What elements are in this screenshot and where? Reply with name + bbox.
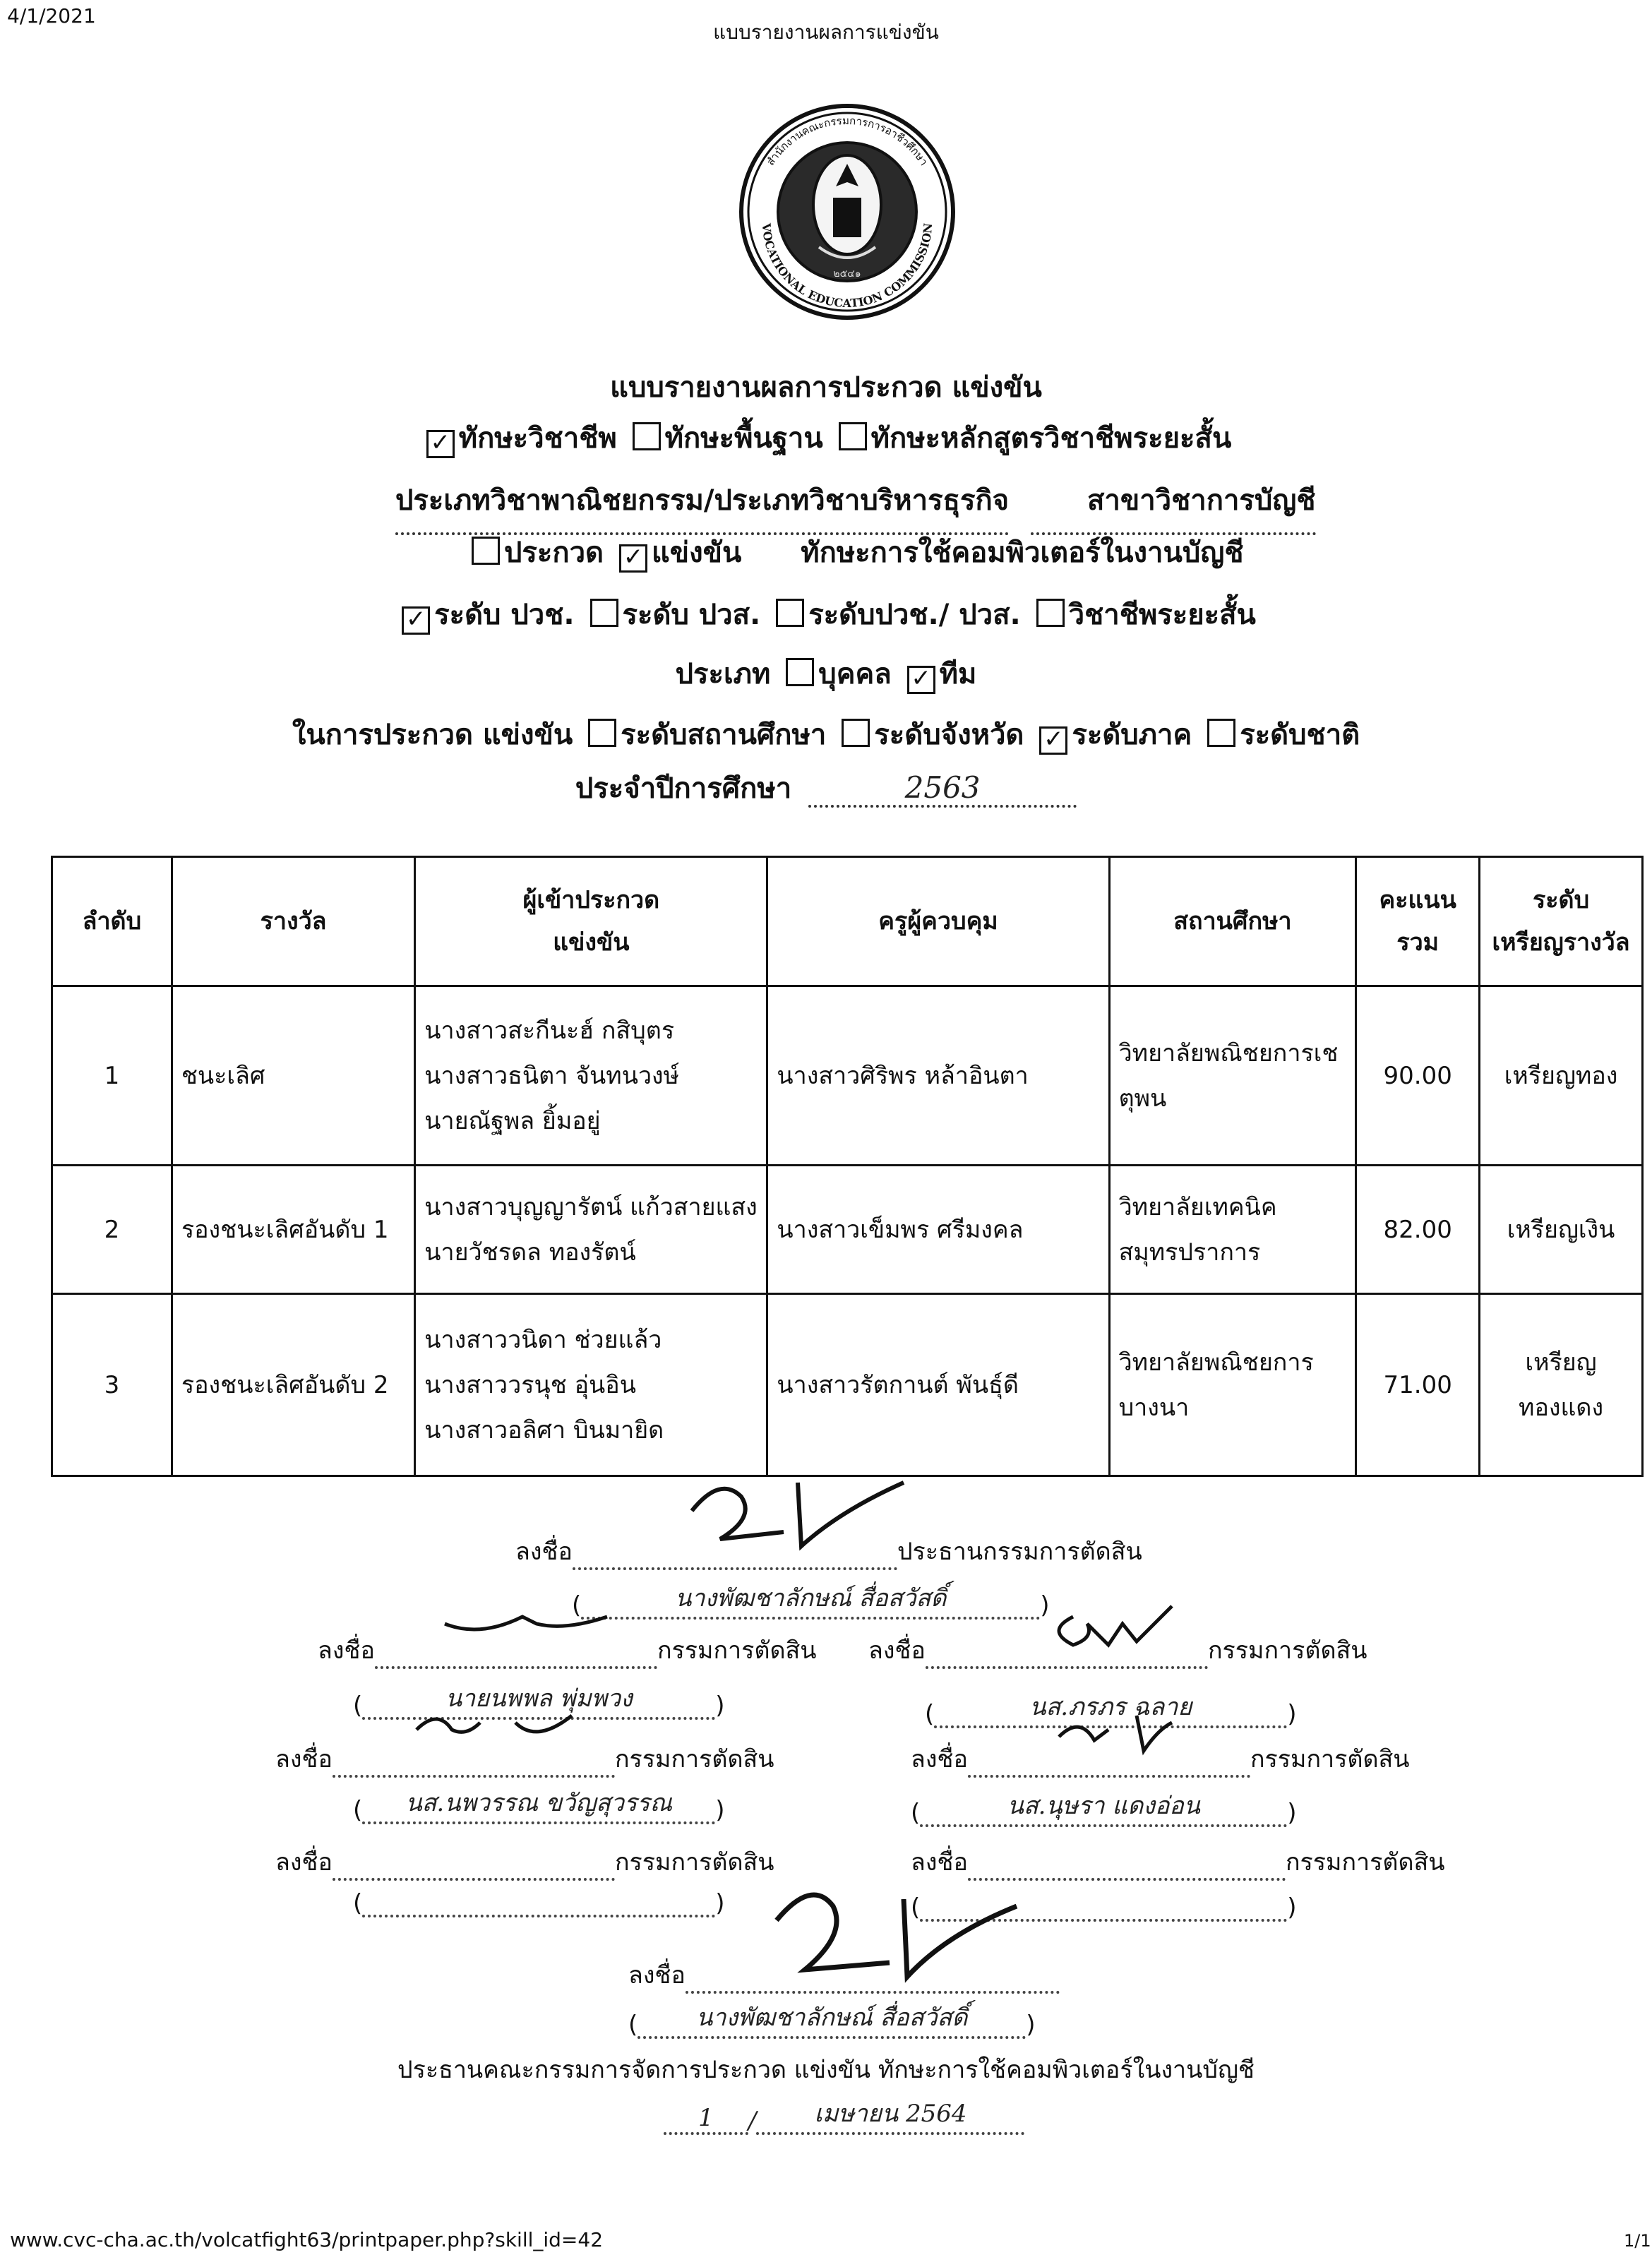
- judge-role: กรรมการตัดสิน: [1285, 1848, 1445, 1877]
- sign-label: ลงชื่อ: [868, 1636, 926, 1665]
- print-title: แบบรายงานผลการแข่งขัน: [713, 20, 939, 44]
- judge-4-name-line: ( นส.นุษรา แดงอ่อน ): [911, 1786, 1297, 1827]
- field-value: สาขาวิชาการบัญชี: [1031, 477, 1316, 535]
- judge-role: กรรมการตัดสิน: [1250, 1745, 1410, 1773]
- header-no: ลำดับ: [52, 857, 172, 986]
- contest-option-province[interactable]: [836, 719, 1024, 751]
- participant-name: นายณัฐพล ยิ้มอยู่: [424, 1106, 601, 1135]
- medal-line: ทองแดง: [1519, 1393, 1604, 1422]
- checkbox-empty-icon[interactable]: [786, 658, 814, 686]
- table-row: [52, 1294, 1643, 1476]
- table-row: [52, 986, 1643, 1166]
- judge-role: กรรมการตัดสิน: [657, 1636, 817, 1665]
- checkbox-empty-icon[interactable]: [472, 537, 500, 565]
- type-option-individual[interactable]: [780, 658, 891, 690]
- checkbox-empty-icon[interactable]: [588, 719, 616, 747]
- medal-line: เหรียญ: [1525, 1348, 1597, 1377]
- row-no: 2: [52, 1166, 172, 1294]
- header-participants-line1: ผู้เข้าประกวด: [522, 886, 660, 914]
- header-participants-line2: แข่งขัน: [553, 928, 630, 957]
- committee-chair-sign-line: [628, 1956, 1060, 1994]
- checkbox-empty-icon[interactable]: [842, 719, 870, 747]
- school-line: วิทยาลัยเทคนิค: [1118, 1192, 1277, 1221]
- contest-option-label: ระดับชาติ: [1240, 719, 1360, 751]
- participant-name: นางสาวบุญญารัตน์ แก้วสายแสง: [424, 1192, 758, 1221]
- checkbox-checked-icon[interactable]: ✓: [1039, 726, 1067, 755]
- checkbox-empty-icon[interactable]: [590, 599, 618, 627]
- judge-1-sign-line: [318, 1631, 817, 1669]
- sign-label: ลงชื่อ: [628, 1961, 686, 1989]
- judge-6-sign-line: [911, 1843, 1445, 1881]
- category-value: ประเภทวิชาพาณิชยกรรม/ประเภทวิชาบริหารธุรกิจ: [395, 477, 1009, 535]
- level-option-short[interactable]: [1031, 599, 1256, 631]
- judge-name: นส.นุษรา แดงอ่อน: [920, 1786, 1287, 1827]
- row-participants: [415, 1166, 767, 1294]
- sign-label: ลงชื่อ: [318, 1636, 375, 1665]
- skill-name: ทักษะการใช้คอมพิวเตอร์ในงานบัญชี: [801, 537, 1244, 569]
- checkbox-empty-icon[interactable]: [839, 422, 867, 450]
- row-school: [1109, 1166, 1356, 1294]
- skill-option-short-course[interactable]: [833, 422, 1232, 455]
- judge-name: นส.นพวรรณ ขวัญสุวรรณ: [362, 1783, 715, 1824]
- judge-name: [362, 1915, 715, 1917]
- header-school: สถานศึกษา: [1109, 857, 1356, 986]
- participant-name: นางสาวสะกีนะฮ์ กสิบุตร: [424, 1016, 675, 1045]
- checkbox-checked-icon[interactable]: ✓: [426, 430, 455, 458]
- contest-option-school[interactable]: [582, 719, 826, 751]
- checkbox-empty-icon[interactable]: [1036, 599, 1065, 627]
- judge-role: กรรมการตัดสิน: [1207, 1636, 1367, 1665]
- row-teacher: นางสาวเข็มพร ศรีมงคล: [767, 1166, 1109, 1294]
- judge-name: นายนพพล พุ่มพวง: [362, 1679, 715, 1720]
- judge-5-name-line: ( ): [353, 1889, 725, 1917]
- seal-text-thai: สำนักงานคณะกรรมการการอาชีวศึกษา: [764, 114, 930, 168]
- header-teachers: ครูผู้ควบคุม: [767, 857, 1109, 986]
- row-teacher: นางสาวศิริพร หล้าอินตา: [767, 986, 1109, 1166]
- sign-date-line: 1 / เมษายน 2564: [664, 2094, 1024, 2135]
- contest-option-label: ระดับสถานศึกษา: [621, 719, 827, 751]
- type-row: [0, 651, 1652, 696]
- type-label: ประเภท: [675, 658, 771, 690]
- level-option-label: ระดับ ปวส.: [622, 599, 761, 631]
- judge-4-sign-line: [911, 1740, 1410, 1778]
- sign-date-day: 1: [664, 2104, 748, 2135]
- checkbox-empty-icon[interactable]: [776, 599, 804, 627]
- row-medal: [1480, 986, 1643, 1166]
- print-date: 4/1/2021: [7, 4, 96, 28]
- level-option-high-vocational[interactable]: [585, 599, 761, 631]
- school-line: วิทยาลัยพณิชยการ: [1118, 1348, 1314, 1377]
- committee-chair-name-line: ( นางพัฒชาลักษณ์ สื่อสวัสดิ์ ): [628, 1998, 1036, 2039]
- participant-name: นางสาววรนุช อุ่นอิน: [424, 1370, 636, 1399]
- row-participants: [415, 1294, 767, 1476]
- judge-3-name-line: ( นส.นพวรรณ ขวัญสุวรรณ ): [353, 1783, 725, 1824]
- row-score: 90.00: [1356, 986, 1480, 1166]
- sign-label: ลงชื่อ: [275, 1848, 333, 1877]
- level-option-label: ระดับ ปวช.: [434, 599, 575, 631]
- form-heading: แบบรายงานผลการประกวด แข่งขัน: [610, 371, 1042, 404]
- row-school: [1109, 986, 1356, 1166]
- participant-name: นางสาววนิดา ช่วยแล้ว: [424, 1325, 662, 1354]
- sign-label: ลงชื่อ: [515, 1538, 573, 1566]
- type-option-label: ทีม: [939, 658, 977, 690]
- skill-option-label: ทักษะวิชาชีพ: [458, 422, 617, 455]
- judge-6-name-line: ( ): [911, 1893, 1297, 1922]
- page-number: 1/1: [1624, 2231, 1651, 2251]
- row-award: รองชนะเลิศอันดับ 2: [172, 1294, 414, 1476]
- committee-role: ประธานคณะกรรมการจัดการประกวด แข่งขัน ทักษะการใช้คอมพิวเตอร์ในงานบัญชี: [397, 2056, 1255, 2084]
- level-options-row: [0, 592, 1652, 637]
- chair-name-line: ( นางพัฒชาลักษณ์ สื่อสวัสดิ์ ): [572, 1579, 1050, 1620]
- row-no: 1: [52, 986, 172, 1166]
- judge-role: กรรมการตัดสิน: [614, 1745, 774, 1773]
- judge-5-sign-line: [275, 1843, 774, 1881]
- skill-option-basic[interactable]: [627, 422, 823, 455]
- header-medal: [1480, 857, 1643, 986]
- seal-emblem-icon: [734, 99, 960, 325]
- row-medal: [1480, 1166, 1643, 1294]
- checkbox-checked-icon[interactable]: ✓: [907, 666, 935, 694]
- checkbox-empty-icon[interactable]: [633, 422, 661, 450]
- mode-row: [466, 529, 1355, 575]
- row-award: รองชนะเลิศอันดับ 1: [172, 1166, 414, 1294]
- committee-chair-name: นางพัฒชาลักษณ์ สื่อสวัสดิ์: [638, 1998, 1026, 2039]
- level-option-label: ระดับปวช./ ปวส.: [808, 599, 1021, 631]
- level-option-both[interactable]: [770, 599, 1021, 631]
- row-school: [1109, 1294, 1356, 1476]
- row-medal: [1480, 1294, 1643, 1476]
- sign-label: ลงชื่อ: [911, 1745, 968, 1773]
- header-score-line1: คะแนน: [1379, 886, 1456, 914]
- medal-line: เหรียญเงิน: [1507, 1215, 1615, 1244]
- checkbox-empty-icon[interactable]: [1207, 719, 1235, 747]
- school-line: วิทยาลัยพณิชยการเช: [1118, 1039, 1339, 1067]
- page-url: www.cvc-cha.ac.th/volcatfight63/printpaper.php?skill_id=42: [10, 2228, 604, 2251]
- type-option-label: บุคคล: [818, 658, 892, 690]
- contest-option-label: ระดับภาค: [1072, 719, 1192, 751]
- checkbox-checked-icon[interactable]: ✓: [619, 544, 647, 573]
- mode-option-contest[interactable]: [466, 537, 604, 569]
- sign-label: ลงชื่อ: [911, 1848, 968, 1877]
- school-line: บางนา: [1118, 1393, 1190, 1422]
- level-option-vocational[interactable]: [396, 599, 574, 631]
- mode-option-label: แข่งขัน: [651, 537, 742, 569]
- judge-3-sign-line: [275, 1740, 774, 1778]
- contest-option-national[interactable]: [1202, 719, 1360, 751]
- contest-option-region[interactable]: [1034, 719, 1192, 751]
- academic-year-value: 2563: [904, 770, 981, 805]
- skill-options-row: [0, 415, 1652, 460]
- row-score: 71.00: [1356, 1294, 1480, 1476]
- header-medal-line2: เหรียญรางวัล: [1492, 928, 1630, 957]
- chair-role: ประธานกรรมการตัดสิน: [897, 1538, 1142, 1566]
- mode-option-label: ประกวด: [504, 537, 604, 569]
- judge-2-sign-line: [868, 1631, 1367, 1669]
- sign-date-month-year: เมษายน 2564: [756, 2094, 1024, 2135]
- sign-label: ลงชื่อ: [275, 1745, 333, 1773]
- academic-year-row: [0, 765, 1652, 810]
- seal-text: VOCATIONAL EDUCATION COMMISSION: [759, 222, 935, 311]
- level-option-label: วิชาชีพระยะสั้น: [1068, 599, 1256, 631]
- svg-text:๒๕๔๑: ๒๕๔๑: [833, 268, 861, 280]
- row-award: ชนะเลิศ: [172, 986, 414, 1166]
- judge-role: กรรมการตัดสิน: [614, 1848, 774, 1877]
- type-option-team[interactable]: [902, 658, 977, 693]
- row-no: 3: [52, 1294, 172, 1476]
- table-header-row: [52, 857, 1643, 986]
- contest-prefix: ในการประกวด แข่งขัน: [292, 719, 573, 751]
- checkbox-checked-icon[interactable]: ✓: [402, 606, 430, 635]
- header-participants: [415, 857, 767, 986]
- medal-line: เหรียญทอง: [1504, 1061, 1618, 1090]
- participant-name: นางสาวอลิศา บินมายิด: [424, 1416, 664, 1444]
- academic-year-label: ประจำปีการศึกษา: [575, 772, 792, 805]
- header-score-line2: รวม: [1396, 928, 1439, 957]
- skill-option-professional[interactable]: [421, 422, 617, 455]
- table-row: [52, 1166, 1643, 1294]
- row-teacher: นางสาวรัตกานต์ พันธุ์ดี: [767, 1294, 1109, 1476]
- header-award: รางวัล: [172, 857, 414, 986]
- category-text: [395, 477, 1031, 535]
- skill-option-label: ทักษะหลักสูตรวิชาชีพระยะสั้น: [870, 422, 1232, 455]
- chair-name: นางพัฒชาลักษณ์ สื่อสวัสดิ์: [581, 1579, 1040, 1620]
- contest-option-label: ระดับจังหวัด: [874, 719, 1024, 751]
- results-table: [51, 856, 1644, 1477]
- participant-name: นายวัชรดล ทองรัตน์: [424, 1238, 636, 1267]
- school-line: สมุทรปราการ: [1118, 1238, 1261, 1267]
- row-score: 82.00: [1356, 1166, 1480, 1294]
- judge-1-name-line: ( นายนพพล พุ่มพวง ): [353, 1679, 725, 1720]
- skill-option-label: ทักษะพื้นฐาน: [664, 422, 823, 455]
- judge-name: นส.ภรภร ฉลาย: [934, 1687, 1287, 1728]
- judge-2-name-line: ( นส.ภรภร ฉลาย ): [925, 1687, 1297, 1728]
- participant-name: นางสาวธนิตา จันทนวงษ์: [424, 1061, 680, 1090]
- mode-option-competition[interactable]: [613, 537, 741, 569]
- contest-level-row: [0, 712, 1652, 757]
- chair-sign-line: [515, 1532, 1142, 1570]
- vocational-education-seal: [734, 99, 960, 325]
- field-text: [1031, 477, 1327, 535]
- school-line: ตุพน: [1118, 1084, 1167, 1113]
- header-score: [1356, 857, 1480, 986]
- row-participants: [415, 986, 767, 1166]
- header-medal-line1: ระดับ: [1532, 886, 1590, 914]
